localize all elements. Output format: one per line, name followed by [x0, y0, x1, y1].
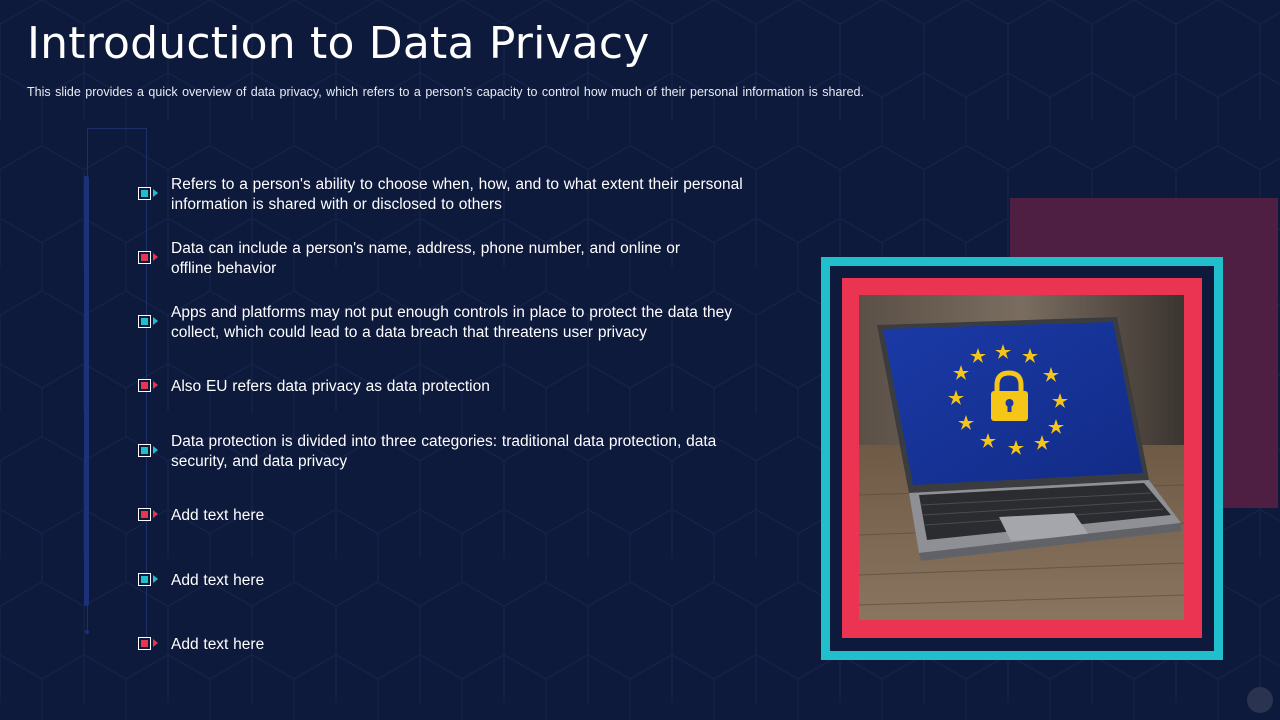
bullet-text: Refers to a person's ability to choose when, how, and to what extent their personal information is shared with or disclosed to others [171, 176, 743, 213]
bullet-text: Add text here [171, 572, 265, 589]
corner-circle-decoration [1247, 687, 1273, 713]
bullet-text: Apps and platforms may not put enough controls in place to protect the data they collect, which could lead to a data breach that threatens user privacy [171, 304, 733, 341]
list-item [138, 635, 778, 655]
square-arrow-icon [138, 187, 160, 203]
square-arrow-icon [138, 379, 160, 395]
bullet-text: Add text here [171, 636, 265, 653]
bullet-text: Data protection is divided into three categories: traditional data protection, data security, and data privacy [171, 433, 717, 470]
slide-title: Introduction to Data Privacy [27, 18, 650, 69]
square-arrow-icon [138, 444, 160, 460]
list-item [138, 432, 738, 471]
square-arrow-icon [138, 315, 160, 331]
list-item [138, 506, 778, 526]
square-arrow-icon [138, 251, 160, 267]
timeline-end-dot [85, 630, 89, 634]
bullet-text: Also EU refers data privacy as data protection [171, 378, 490, 395]
list-item [138, 175, 778, 214]
laptop-eu-lock-image [859, 295, 1184, 620]
square-arrow-icon [138, 508, 160, 524]
list-item [138, 571, 778, 591]
slide-subtitle: This slide provides a quick overview of data privacy, which refers to a person's capacity to control how much of their personal information is shared. [27, 85, 864, 99]
square-arrow-icon [138, 637, 160, 653]
list-item [138, 239, 698, 278]
timeline-bar [84, 176, 89, 606]
timeline-connector-top [87, 128, 146, 129]
bullet-text: Add text here [171, 507, 265, 524]
list-item [138, 303, 758, 342]
laptop-eu-lock-icon [859, 295, 1184, 620]
square-arrow-icon [138, 573, 160, 589]
list-item [138, 377, 778, 397]
bullet-text: Data can include a person's name, address, phone number, and online or offline behavior [171, 240, 681, 277]
